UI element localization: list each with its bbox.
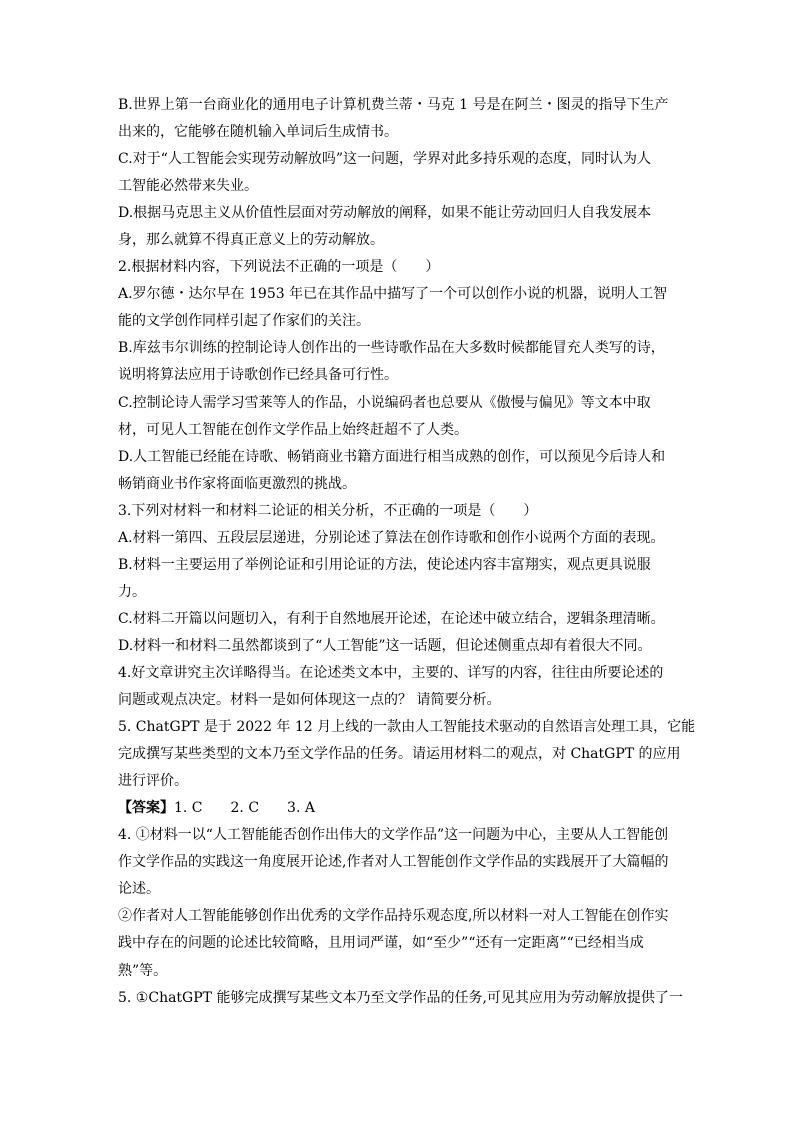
answer-text-line: ②作者对人工智能能够创作出优秀的文学作品持乐观态度,所以材料一对人工智能在创作实 — [118, 908, 669, 925]
text-line: D.根据马克思主义从价值性层面对劳动解放的阐释，如果不能让劳动回归人自我发展本 — [118, 205, 652, 222]
text-line: 5. ChatGPT 是于 2022 年 12 月上线的一款由人工智能技术驱动的自然语言处理工具，它能 — [118, 719, 696, 736]
text-line: D.材料一和材料二虽然都谈到了“人工智能”这一话题，但论述侧重点却有着很大不同。 — [118, 637, 652, 654]
text-line: B.材料一主要运用了举例论证和引用论证的方法，使论述内容丰富翔实，观点更具说服 — [118, 556, 651, 573]
text-line: 2.根据材料内容，下列说法不正确的一项是（ ） — [118, 259, 440, 276]
text-line: 进行评价。 — [118, 773, 188, 790]
answer-explanation — [118, 822, 683, 1011]
document-body — [118, 92, 696, 795]
text-line: 畅销商业书作家将面临更激烈的挑战。 — [118, 475, 356, 492]
answer-text-line: 5. ①ChatGPT 能够完成撰写某些文本乃至文学作品的任务,可见其应用为劳动解放提供了一 — [118, 989, 683, 1006]
text-line: 问题或观点决定。材料一是如何体现这一点的？ 请简要分析。 — [118, 692, 501, 709]
text-line: 能的文学创作同样引起了作家们的关注。 — [118, 313, 370, 330]
text-line: C.对于“人工智能会实现劳动解放吗”这一问题，学界对此多持乐观的态度，同时认为人 — [118, 151, 651, 168]
text-line: 身，那么就算不得真正意义上的劳动解放。 — [118, 232, 384, 249]
text-line: A.罗尔德・达尔早在 1953 年已在其作品中描写了一个可以创作小说的机器，说明人工智 — [118, 286, 668, 303]
text-line: 力。 — [118, 583, 146, 600]
text-line: B.库兹韦尔训练的控制论诗人创作出的一些诗歌作品在大多数时候都能冒充人类写的诗， — [118, 340, 665, 357]
text-line: 3.下列对材料一和材料二论证的相关分析，不正确的一项是（ ） — [118, 502, 538, 519]
answer-text-line: 4. ①材料一以“人工智能能否创作出伟大的文学作品”这一问题为中心，主要从人工智能创 — [118, 827, 669, 844]
text-line: B.世界上第一台商业化的通用电子计算机费兰蒂・马克 1 号是在阿兰・图灵的指导下生产 — [118, 97, 669, 113]
text-line: 工智能必然带来失业。 — [118, 178, 258, 195]
answer-choices: 1. C 2. C 3. A — [174, 800, 315, 817]
answer-text-line: 践中存在的问题的论述比较简略，且用词严谨，如“至少”“还有一定距离”“已经相当成 — [118, 935, 644, 952]
text-line: A.材料一第四、五段层层递进，分别论述了算法在创作诗歌和创作小说两个方面的表现。 — [118, 529, 665, 546]
text-line: D.人工智能已经能在诗歌、畅销商业书籍方面进行相当成熟的创作，可以预见今后诗人和 — [118, 448, 666, 465]
document-page — [118, 92, 696, 1012]
text-line: 完成撰写某些类型的文本乃至文学作品的任务。请运用材料二的观点，对 ChatGPT 的应用 — [118, 746, 681, 763]
text-line: 说明将算法应用于诗歌创作已经具备可行性。 — [118, 367, 398, 384]
answer-text-line: 作文学作品的实践这一角度展开论述,作者对人工智能创作文学作品的实践展开了大篇幅的 — [118, 854, 669, 871]
answer-line — [118, 795, 678, 822]
answer-label: 【答案】 — [118, 800, 174, 817]
text-line: 出来的，它能够在随机输入单词后生成情书。 — [118, 124, 398, 141]
text-line: C.材料二开篇以问题切入，有利于自然地展开论述，在论述中破立结合，逻辑条理清晰。 — [118, 610, 665, 627]
answer-text-line: 论述。 — [118, 881, 160, 898]
text-line: 4.好文章讲究主次详略得当。在论述类文本中，主要的、详写的内容，往往由所要论述的 — [118, 664, 664, 681]
answer-text-line: 熟”等。 — [118, 962, 168, 979]
text-line: 材，可见人工智能在创作文学作品上始终赶超不了人类。 — [118, 421, 468, 438]
text-line: C.控制论诗人需学习雪莱等人的作品，小说编码者也总要从《傲慢与偏见》等文本中取 — [118, 394, 651, 411]
